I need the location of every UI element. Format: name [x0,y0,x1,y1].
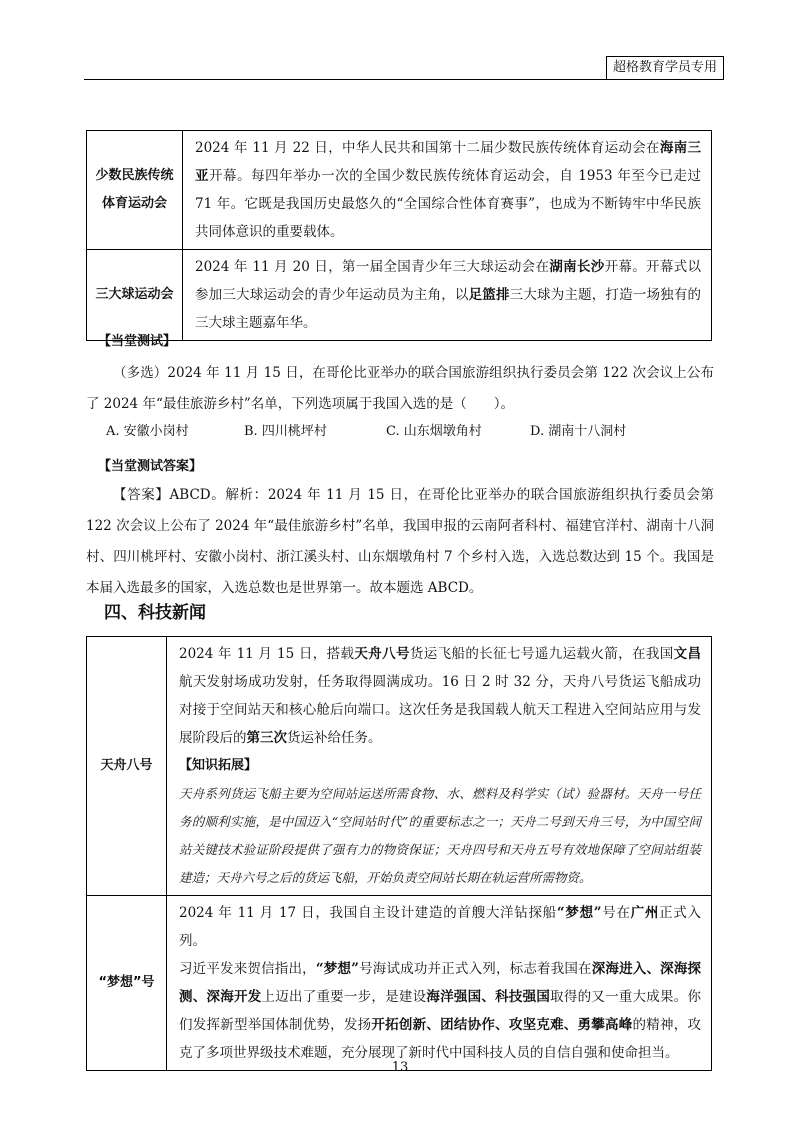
row-label: 三大球运动会 [87,250,183,341]
text-segment: 2024 年 11 月 22 日，中华人民共和国第十二届少数民族传统体育运动会在 [195,140,660,156]
option-c: C. 山东烟墩角村 [386,424,482,439]
bold-text: 广州 [630,905,660,921]
table-row [87,637,712,896]
text-segment: 号在 [601,905,631,921]
section-heading: 四、科技新闻 [104,603,206,623]
row-content [179,640,701,752]
page-number: 13 [391,1060,409,1075]
bold-text: 天舟八号 [354,646,410,662]
row-label-cell [87,131,183,250]
knowledge-title: 【知识拓展】 [179,758,258,773]
quiz-question: （多选）2024 年 11 月 15 日，在哥伦比亚举办的联合国旅游组织执行委员会第 122 次会议上公布了 2024 年“最佳旅游乡村”名单，下列选项属于我国入选的是（ ）。 [86,365,714,412]
answer-text: 【答案】ABCD。解析：2024 年 11 月 15 日，在哥伦比亚举办的联合国旅游组织执行委员会第 122 次会议上公布了 2024 年“最佳旅游乡村”名单，我国申报的云南阿者科村、福建官洋村、湖南十八洞村、四川桃坪村、安徽小岗村、浙江溪头村、山东烟墩角村 7 个乡村入选，入选总数达到 15 个。我国是本届入选最多的国家，入选总数也是世界第一。故本题选 ABCD。 [86,487,714,596]
row-content [167,896,712,1071]
text-segment: 2024 年 11 月 20 日，第一届全国青少年三大球运动会在 [195,259,550,275]
bold-text: “梦想” [556,905,602,921]
knowledge-text: 天舟系列货运飞船主要为空间站运送所需食物、水、燃料及科学实（试）验器材。天舟一号任务的顺利实施，是中国迈入“空间站时代”的重要标志之一；天舟二号到天舟三号，为中国空间站关键技术验证阶段提供了强有力的物资保证；天舟四号和天舟五号有效地保障了空间站组装建造；天舟六号之后的货运飞船，开始负责空间站长期在轨运营所需物资。 [179,786,701,885]
bold-text: 海南三亚 [195,140,701,184]
text-segment: 开幕。开幕式以参加三大球运动会的青少年运动员为主角，以 [195,259,702,303]
text-segment: 号海试成功并正式入列，标志着我国在 [358,961,592,977]
bold-text: 足篮排 [468,287,510,303]
row-label: 天舟八号 [87,637,167,896]
text-segment: 货运补给任务。 [287,730,382,746]
tech-news-table [86,636,712,1071]
row-content [183,131,712,250]
text-segment: 上迈出了重要一步，是建设 [261,989,427,1005]
text-segment: 取得的又一重大成果。你们发挥新型举国体制优势，发扬 [179,989,702,1033]
text-segment: 2024 年 11 月 17 日，我国自主设计建造的首艘大洋钻探船 [179,905,557,921]
quiz-title: 【当堂测试】 [98,334,177,349]
text-segment: 2024 年 11 月 15 日，搭载 [179,646,355,662]
table-row [87,250,712,341]
bold-text: “梦想” [315,961,359,977]
text-segment: 正式入列。 [179,905,702,949]
text-segment: 开幕。每四年举办一次的全国少数民族传统体育运动会，自 1953 年至今已走过 71 年。它既是我国历史最悠久的“全国综合性体育赛事”，也成为不断铸牢中华民族共同体意识的重要载体。 [195,168,702,240]
sports-events-table [86,130,712,341]
answer-title: 【当堂测试答案】 [98,459,203,474]
quiz-options [106,420,666,439]
text-segment: 的精神，攻克了多项世界级技术难题，充分展现了新时代中国科技人员的自信自强和使命担当。 [179,1017,702,1061]
bold-text: 深海进入、深海探测、深海开发 [179,961,702,1005]
header-divider [84,79,724,80]
option-d: D. 湖南十八洞村 [530,424,627,439]
bold-text: 海洋强国、科技强国 [426,989,551,1005]
text-segment: 货运飞船的长征七号遥九运载火箭，在我国 [409,646,674,662]
table-row [87,131,712,250]
bold-text: 文昌 [673,646,702,662]
bold-text: 开拓创新、团结协作、攻坚克难、勇攀高峰 [371,1017,633,1033]
bold-text: 第三次 [246,730,287,746]
table-row [87,896,712,1071]
text-segment: 习近平发来贺信指出， [179,961,316,977]
option-b: B. 四川桃坪村 [244,424,327,439]
row-content-cell [167,637,712,896]
header-label: 超格教育学员专用 [606,56,724,80]
text-segment: 航天发射场成功发射，任务取得圆满成功。16 日 2 时 32 分，天舟八号货运飞船成功对接于空间站天和核心舱后向端口。这次任务是我国载人航天工程进入空间站应用与发展阶段后的 [179,674,701,746]
text-segment: 三大球为主题，打造一场独有的三大球主题嘉年华。 [195,287,702,331]
option-a: A. 安徽小岗村 [106,424,189,439]
row-content [183,250,712,341]
row-label: 少数民族传统体育运动会 [95,168,174,211]
bold-text: 湖南长沙 [549,259,605,275]
row-label: “梦想”号 [87,896,167,1071]
